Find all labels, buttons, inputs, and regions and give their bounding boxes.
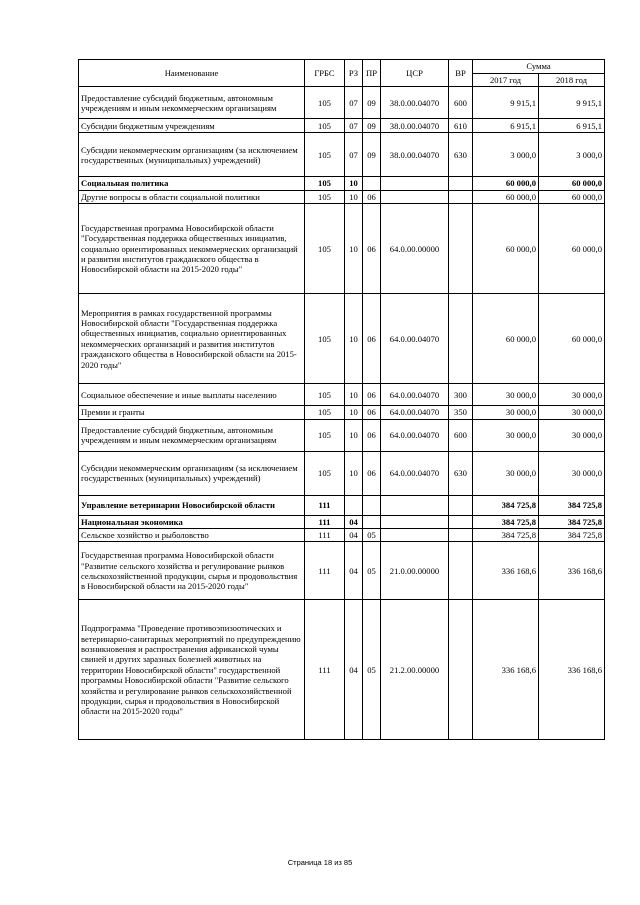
cell-grbs: 111: [305, 542, 345, 600]
cell-2017: 3 000,0: [473, 133, 539, 177]
cell-2018: 9 915,1: [539, 87, 605, 119]
cell-name: Социальное обеспечение и иные выплаты населению: [79, 384, 305, 406]
cell-csr: 64.0.00.04070: [381, 294, 449, 384]
table-row: [79, 133, 605, 177]
cell-pr: 06: [363, 190, 381, 203]
cell-2018: 6 915,1: [539, 119, 605, 133]
cell-grbs: 105: [305, 294, 345, 384]
cell-rz: 07: [345, 133, 363, 177]
cell-2017: 6 915,1: [473, 119, 539, 133]
cell-rz: 04: [345, 542, 363, 600]
cell-vr: 600: [449, 87, 473, 119]
table-row: [79, 529, 605, 542]
cell-name: Сельское хозяйство и рыболовство: [79, 529, 305, 542]
cell-vr: 630: [449, 451, 473, 495]
col-header-vr: ВР: [449, 60, 473, 87]
cell-grbs: 105: [305, 204, 345, 294]
cell-grbs: 111: [305, 495, 345, 515]
cell-2017: 60 000,0: [473, 190, 539, 203]
table-row: [79, 406, 605, 419]
cell-grbs: 111: [305, 529, 345, 542]
table-row: [79, 451, 605, 495]
cell-vr: [449, 294, 473, 384]
cell-rz: 10: [345, 419, 363, 451]
cell-name: Государственная программа Новосибирской области "Государственная поддержка общественных инициатив, социально ориентированных некоммерческих организаций и развития институтов гражданского общества в Новосибирской области на 2015-2020 годы": [79, 204, 305, 294]
cell-csr: 38.0.00.04070: [381, 87, 449, 119]
cell-2018: 336 168,6: [539, 600, 605, 740]
cell-grbs: 105: [305, 190, 345, 203]
cell-rz: 04: [345, 515, 363, 528]
cell-2018: 30 000,0: [539, 419, 605, 451]
cell-2018: 384 725,8: [539, 515, 605, 528]
cell-2017: 384 725,8: [473, 495, 539, 515]
cell-csr: 21.0.00.00000: [381, 542, 449, 600]
cell-grbs: 105: [305, 177, 345, 190]
cell-grbs: 105: [305, 419, 345, 451]
cell-csr: 38.0.00.04070: [381, 133, 449, 177]
cell-name: Премии и гранты: [79, 406, 305, 419]
cell-pr: 06: [363, 406, 381, 419]
table-row: [79, 542, 605, 600]
cell-pr: [363, 515, 381, 528]
cell-csr: [381, 515, 449, 528]
cell-pr: 09: [363, 133, 381, 177]
table-row: [79, 600, 605, 740]
cell-grbs: 105: [305, 451, 345, 495]
cell-rz: 10: [345, 406, 363, 419]
table-body: [79, 87, 605, 740]
cell-grbs: 111: [305, 600, 345, 740]
cell-2017: 60 000,0: [473, 294, 539, 384]
page-number: Страница 18 из 85: [287, 858, 353, 867]
cell-name: Предоставление субсидий бюджетным, автономным учреждениям и иным некоммерческим организациям: [79, 419, 305, 451]
cell-rz: 10: [345, 204, 363, 294]
cell-2018: 336 168,6: [539, 542, 605, 600]
cell-pr: 06: [363, 419, 381, 451]
cell-name: Другие вопросы в области социальной политики: [79, 190, 305, 203]
cell-name: Подпрограмма "Проведение противоэпизоотических и ветеринарно-санитарных мероприятий по предупреждению возникновения и распространения африканской чумы свиней и других заразных болезней животных на территории Новосибирской области" государственной программы Новосибирской области "Развитие сельского хозяйства и регулирование рынков сельскохозяйственной продукции, сырья и продовольствия в Новосибирской области на 2015-2020 годы": [79, 600, 305, 740]
cell-2018: 60 000,0: [539, 294, 605, 384]
cell-2017: 30 000,0: [473, 406, 539, 419]
cell-2018: 30 000,0: [539, 451, 605, 495]
cell-2018: 60 000,0: [539, 177, 605, 190]
cell-2017: 30 000,0: [473, 384, 539, 406]
cell-rz: 10: [345, 190, 363, 203]
cell-name: Мероприятия в рамках государственной программы Новосибирской области "Государственная поддержка общественных инициатив, социально ориентированных некоммерческих организаций и развития институтов гражданского общества в Новосибирской области на 2015-2020 годы": [79, 294, 305, 384]
cell-grbs: 105: [305, 406, 345, 419]
table-row: [79, 190, 605, 203]
cell-vr: 350: [449, 406, 473, 419]
cell-csr: 38.0.00.04070: [381, 119, 449, 133]
table-row: [79, 419, 605, 451]
cell-vr: 630: [449, 133, 473, 177]
cell-grbs: 105: [305, 384, 345, 406]
col-header-csr: ЦСР: [381, 60, 449, 87]
cell-2017: 336 168,6: [473, 542, 539, 600]
cell-rz: 10: [345, 177, 363, 190]
table-row: [79, 204, 605, 294]
cell-2018: 3 000,0: [539, 133, 605, 177]
cell-name: Управление ветеринарии Новосибирской области: [79, 495, 305, 515]
col-header-rz: РЗ: [345, 60, 363, 87]
cell-pr: 06: [363, 384, 381, 406]
cell-name: Социальная политика: [79, 177, 305, 190]
cell-name: Государственная программа Новосибирской области "Развитие сельского хозяйства и регулирование рынков сельскохозяйственной продукции, сырья и продовольствия в Новосибирской области на 2015-2020 годы": [79, 542, 305, 600]
cell-vr: [449, 600, 473, 740]
cell-vr: 610: [449, 119, 473, 133]
cell-2017: 60 000,0: [473, 204, 539, 294]
table-row: [79, 119, 605, 133]
cell-vr: [449, 515, 473, 528]
cell-name: Субсидии некоммерческим организациям (за исключением государственных (муниципальных) учреждений): [79, 451, 305, 495]
budget-table: [78, 59, 605, 740]
cell-csr: [381, 529, 449, 542]
cell-vr: 600: [449, 419, 473, 451]
cell-csr: 21.2.00.00000: [381, 600, 449, 740]
header-row: [79, 60, 605, 74]
cell-2018: 384 725,8: [539, 529, 605, 542]
cell-grbs: 105: [305, 133, 345, 177]
cell-csr: [381, 177, 449, 190]
col-header-name: Наименование: [79, 60, 305, 87]
cell-rz: 04: [345, 529, 363, 542]
cell-rz: 10: [345, 384, 363, 406]
cell-2017: 336 168,6: [473, 600, 539, 740]
cell-rz: [345, 495, 363, 515]
cell-name: Субсидии бюджетным учреждениям: [79, 119, 305, 133]
cell-2018: 60 000,0: [539, 190, 605, 203]
cell-vr: 300: [449, 384, 473, 406]
cell-csr: 64.0.00.00000: [381, 204, 449, 294]
cell-csr: [381, 190, 449, 203]
cell-vr: [449, 542, 473, 600]
cell-rz: 04: [345, 600, 363, 740]
cell-pr: 09: [363, 119, 381, 133]
cell-pr: 05: [363, 529, 381, 542]
cell-2017: 384 725,8: [473, 529, 539, 542]
col-header-sum: Сумма: [473, 60, 605, 74]
cell-grbs: 105: [305, 119, 345, 133]
cell-vr: [449, 529, 473, 542]
col-header-pr: ПР: [363, 60, 381, 87]
cell-pr: 06: [363, 294, 381, 384]
cell-name: Субсидии некоммерческим организациям (за исключением государственных (муниципальных) учреждений): [79, 133, 305, 177]
cell-grbs: 111: [305, 515, 345, 528]
cell-pr: [363, 177, 381, 190]
cell-2018: 30 000,0: [539, 384, 605, 406]
cell-vr: [449, 190, 473, 203]
budget-sheet: [78, 59, 604, 740]
cell-rz: 07: [345, 119, 363, 133]
cell-rz: 10: [345, 451, 363, 495]
table-row: [79, 177, 605, 190]
col-header-2017: 2017 год: [473, 74, 539, 87]
table-row: [79, 294, 605, 384]
cell-vr: [449, 204, 473, 294]
cell-csr: 64.0.00.04070: [381, 406, 449, 419]
cell-2017: 384 725,8: [473, 515, 539, 528]
cell-pr: 05: [363, 542, 381, 600]
cell-csr: [381, 495, 449, 515]
cell-pr: 09: [363, 87, 381, 119]
cell-2017: 9 915,1: [473, 87, 539, 119]
table-row: [79, 495, 605, 515]
cell-rz: 10: [345, 294, 363, 384]
cell-csr: 64.0.00.04070: [381, 451, 449, 495]
col-header-grbs: ГРБС: [305, 60, 345, 87]
cell-csr: 64.0.00.04070: [381, 419, 449, 451]
cell-pr: 06: [363, 451, 381, 495]
col-header-2018: 2018 год: [539, 74, 605, 87]
cell-grbs: 105: [305, 87, 345, 119]
table-row: [79, 515, 605, 528]
cell-name: Предоставление субсидий бюджетным, автономным учреждениям и иным некоммерческим организациям: [79, 87, 305, 119]
cell-pr: 05: [363, 600, 381, 740]
cell-rz: 07: [345, 87, 363, 119]
cell-2017: 30 000,0: [473, 451, 539, 495]
cell-2017: 30 000,0: [473, 419, 539, 451]
cell-vr: [449, 177, 473, 190]
table-row: [79, 384, 605, 406]
cell-csr: 64.0.00.04070: [381, 384, 449, 406]
cell-2017: 60 000,0: [473, 177, 539, 190]
cell-2018: 30 000,0: [539, 406, 605, 419]
cell-2018: 384 725,8: [539, 495, 605, 515]
cell-pr: 06: [363, 204, 381, 294]
cell-pr: [363, 495, 381, 515]
cell-name: Национальная экономика: [79, 515, 305, 528]
cell-vr: [449, 495, 473, 515]
cell-2018: 60 000,0: [539, 204, 605, 294]
table-row: [79, 87, 605, 119]
